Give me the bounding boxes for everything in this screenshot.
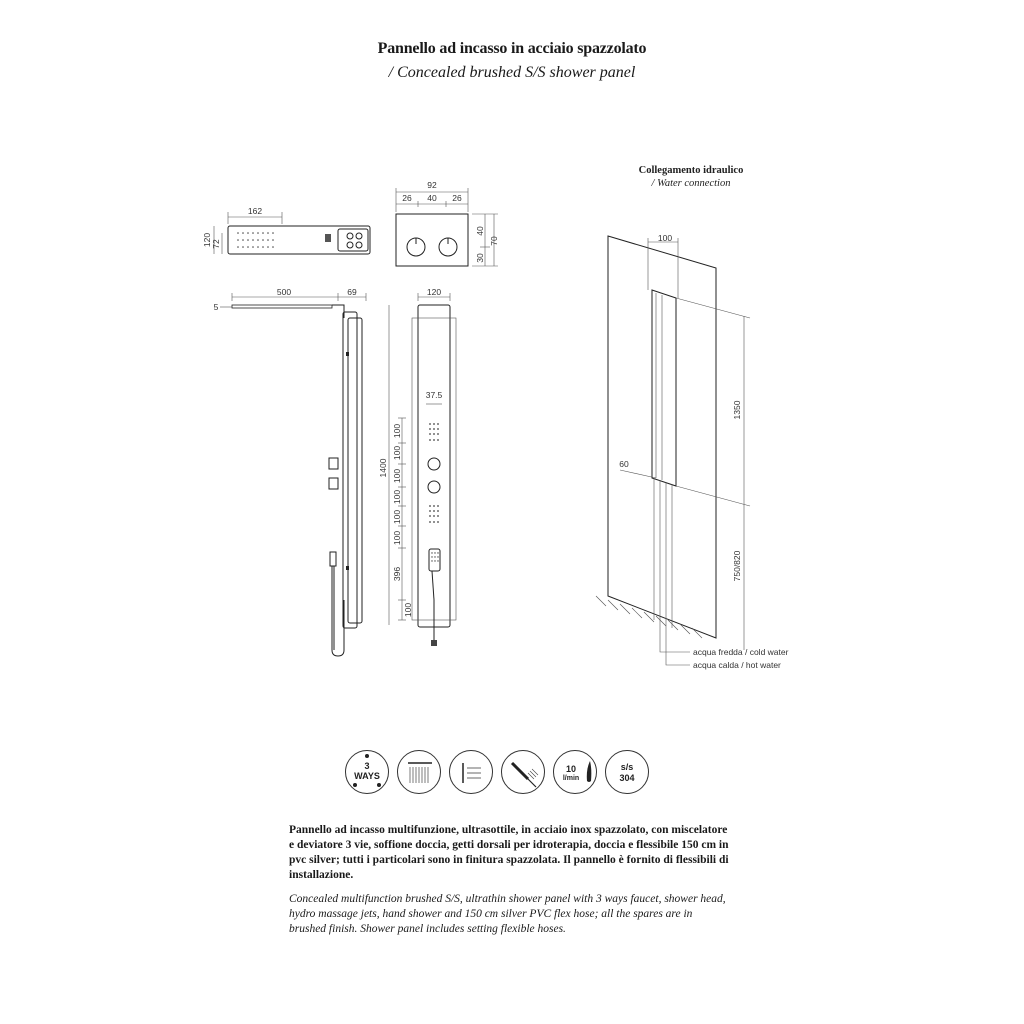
- stainless-steel-icon: [605, 750, 649, 794]
- dim-wall-60: 60: [619, 459, 629, 469]
- dim-front-396: 396: [392, 566, 402, 582]
- dim-side-5: 5: [213, 302, 219, 312]
- ss-bottom-text: 304: [619, 773, 635, 783]
- hot-water-label: acqua calda / hot water: [693, 660, 781, 670]
- dim-front-100b: 100: [392, 445, 402, 461]
- 3-ways-icon: [345, 750, 389, 794]
- temp-label: 37.5: [425, 390, 443, 400]
- dim-front-total: 1400: [378, 458, 388, 478]
- cold-water-label: acqua fredda / cold water: [693, 647, 789, 657]
- connection-title: Collegamento idraulico: [638, 165, 744, 176]
- page-title: Pannello ad incasso in acciaio spazzolato: [377, 40, 647, 57]
- side-view: [214, 287, 366, 656]
- dim-plate-c: 26: [452, 193, 462, 203]
- dim-front-100c: 100: [392, 468, 402, 484]
- flow-unit: l/min: [562, 775, 580, 782]
- dim-wall-100: 100: [657, 233, 673, 243]
- dim-plate-width: 92: [427, 180, 437, 190]
- flow-rate-icon: [553, 750, 597, 794]
- dim-plate-h2: 30: [475, 253, 485, 263]
- dim-front-width: 120: [426, 287, 442, 297]
- connection-subtitle: / Water connection: [651, 178, 731, 189]
- page-subtitle: / Concealed brushed S/S shower panel: [388, 64, 636, 81]
- mixer-plate-view: [396, 180, 499, 266]
- ss-top-text: s/s: [620, 762, 634, 772]
- dim-top-width: 162: [247, 206, 263, 216]
- shower-head-icon: [397, 750, 441, 794]
- dim-side-depth: 69: [347, 287, 357, 297]
- water-connection-view: [596, 165, 789, 670]
- hand-shower-icon: [501, 750, 545, 794]
- feature-icons: [345, 750, 685, 800]
- dim-front-100d: 100: [392, 489, 402, 505]
- dim-plate-total: 70: [489, 236, 499, 246]
- dim-side-arm: 500: [276, 287, 292, 297]
- dim-top-h1: 120: [202, 232, 212, 248]
- dim-plate-a: 26: [402, 193, 412, 203]
- top-view: [202, 206, 370, 254]
- description-english: Concealed multifunction brushed S/S, ultrathin shower panel with 3 ways faucet, shower head, hydro massage jets, hand shower and 150 cm silver PVC flex hose; all the spares are in brushed finish. Shower panel includes setting flexible hoses.: [289, 893, 726, 935]
- dim-plate-b: 40: [427, 193, 437, 203]
- ways-number: 3: [364, 761, 370, 771]
- dim-front-100a: 100: [392, 423, 402, 439]
- dim-wall-750: 750/820: [732, 550, 742, 582]
- ways-word: WAYS: [354, 771, 380, 781]
- dim-plate-h1: 40: [475, 226, 485, 236]
- dim-front-100f: 100: [392, 530, 402, 546]
- jets-icon: [449, 750, 493, 794]
- front-view: [378, 287, 456, 646]
- description-italian: Pannello ad incasso multifunzione, ultrasottile, in acciaio inox spazzolato, con miscelatore e deviatore 3 vie, soffione doccia, getti dorsali per idroterapia, doccia e flessibile 150 cm in pvc silver; tutti i particolari sono in finitura spazzolata. Il pannello è fornito di flessibili di installazione.: [289, 824, 729, 881]
- dim-front-100e: 100: [392, 509, 402, 525]
- dim-wall-1350: 1350: [732, 400, 742, 420]
- flow-value: 10: [565, 764, 576, 774]
- dim-front-100g: 100: [403, 602, 413, 618]
- dim-top-h2: 72: [211, 239, 221, 249]
